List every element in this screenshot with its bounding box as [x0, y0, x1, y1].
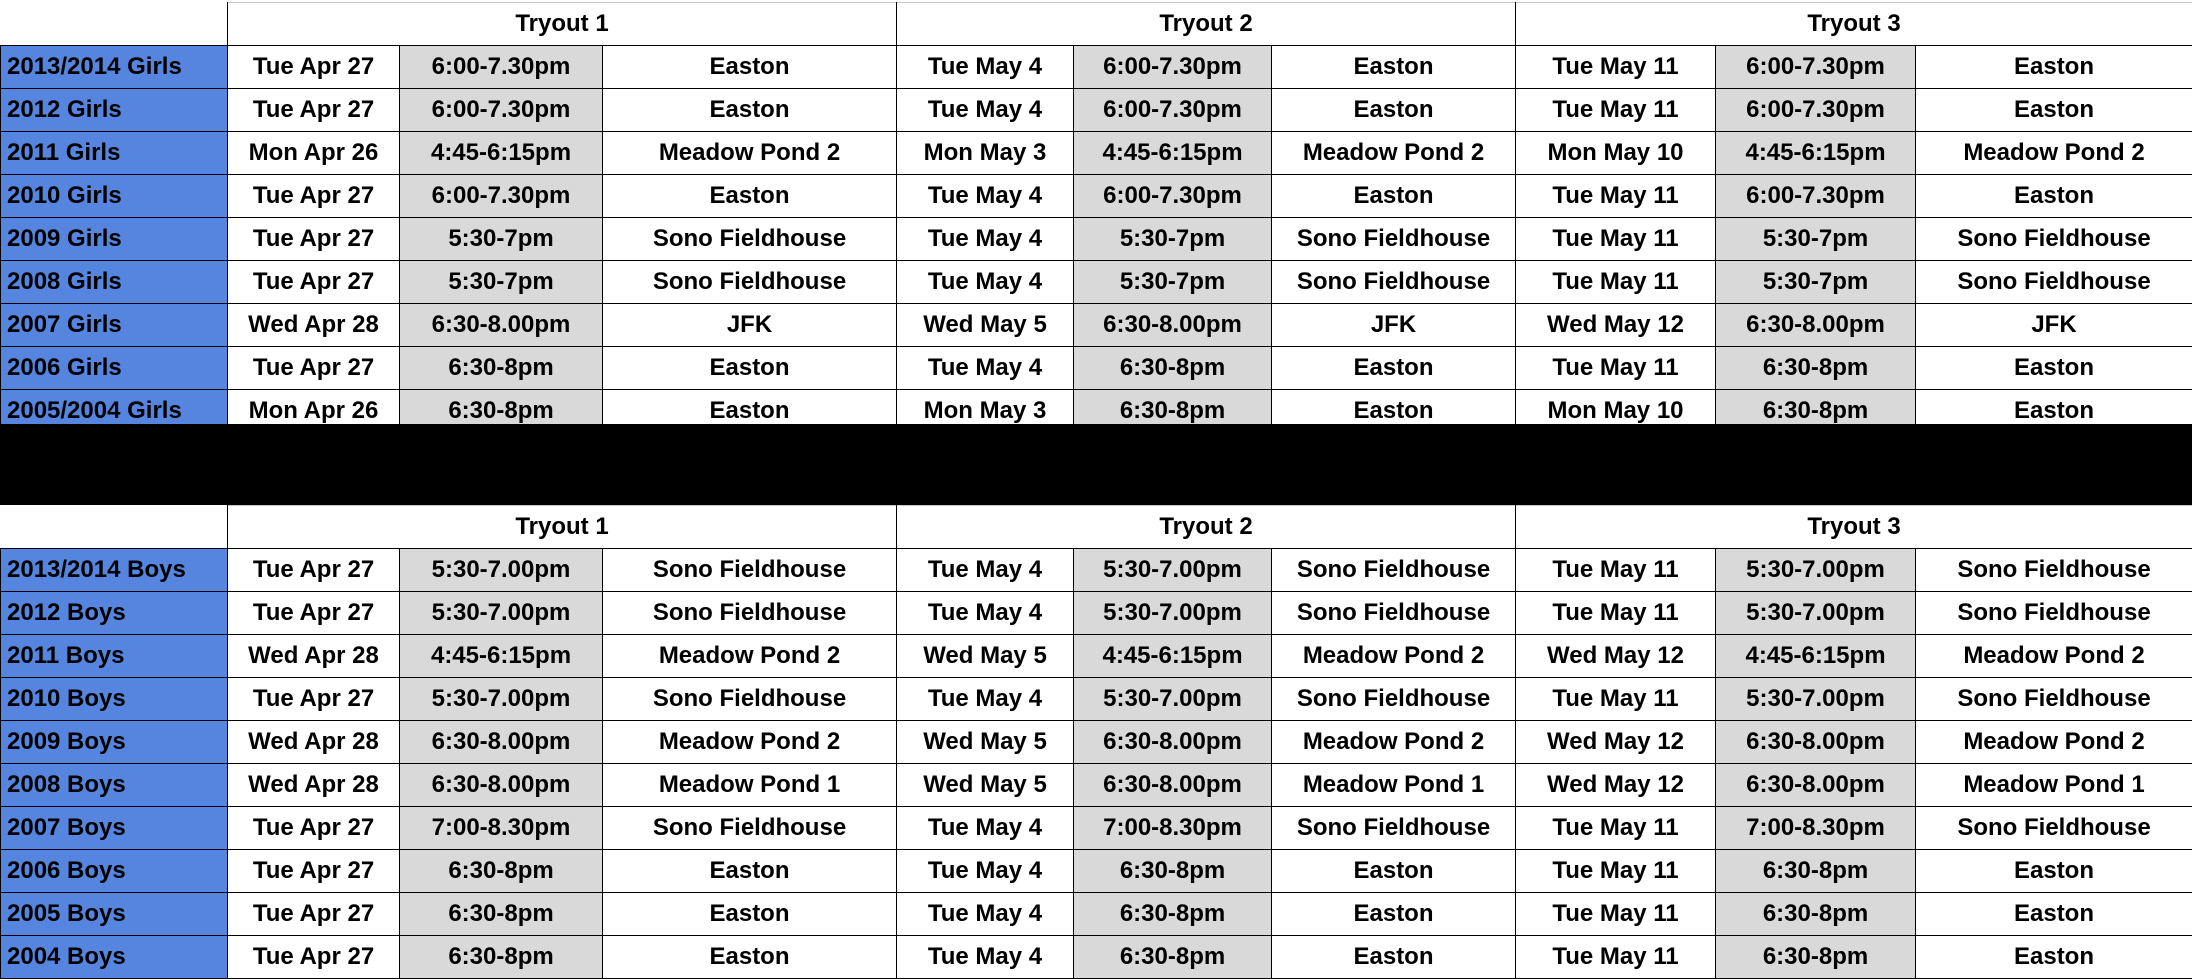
session-date: Tue May 4: [897, 936, 1074, 979]
session-location: JFK: [1272, 304, 1516, 347]
session-time: 6:00-7.30pm: [1716, 175, 1916, 218]
session-location: Meadow Pond 2: [603, 635, 897, 678]
session-date: Tue May 11: [1516, 261, 1716, 304]
boys-schedule-table: [0, 505, 2192, 979]
session-time: 5:30-7.00pm: [1716, 678, 1916, 721]
session-location: Sono Fieldhouse: [1916, 807, 2192, 850]
session-location: Sono Fieldhouse: [603, 549, 897, 592]
session-location: Meadow Pond 1: [603, 764, 897, 807]
age-group-label: 2005 Boys: [1, 893, 228, 936]
table-row: [1, 46, 2192, 89]
session-location: Sono Fieldhouse: [1272, 807, 1516, 850]
session-date: Tue May 4: [897, 218, 1074, 261]
session-location: Easton: [603, 850, 897, 893]
session-time: 6:00-7.30pm: [400, 175, 603, 218]
session-date: Tue Apr 27: [228, 347, 400, 390]
session-location: Sono Fieldhouse: [1916, 678, 2192, 721]
session-date: Tue May 11: [1516, 549, 1716, 592]
session-location: Sono Fieldhouse: [603, 261, 897, 304]
table-row: [1, 347, 2192, 390]
session-date: Tue May 11: [1516, 936, 1716, 979]
session-location: Meadow Pond 2: [1272, 132, 1516, 175]
session-time: 5:30-7.00pm: [400, 592, 603, 635]
session-location: Sono Fieldhouse: [1272, 549, 1516, 592]
session-location: Meadow Pond 2: [1916, 132, 2192, 175]
session-time: 6:00-7.30pm: [1716, 46, 1916, 89]
session-time: 7:00-8.30pm: [1716, 807, 1916, 850]
table-row: [1, 850, 2192, 893]
tryout-header: Tryout 1: [228, 3, 897, 46]
session-date: Mon Apr 26: [228, 390, 400, 433]
session-date: Wed May 12: [1516, 635, 1716, 678]
session-date: Tue Apr 27: [228, 592, 400, 635]
session-date: Tue Apr 27: [228, 89, 400, 132]
session-time: 4:45-6:15pm: [1716, 132, 1916, 175]
session-location: Easton: [603, 936, 897, 979]
session-date: Tue May 4: [897, 850, 1074, 893]
session-location: Meadow Pond 2: [1916, 635, 2192, 678]
tryout-header: Tryout 1: [228, 506, 897, 549]
session-time: 4:45-6:15pm: [1716, 635, 1916, 678]
session-date: Wed Apr 28: [228, 764, 400, 807]
session-location: Sono Fieldhouse: [603, 807, 897, 850]
tryout-header: Tryout 3: [1516, 3, 2192, 46]
session-time: 6:30-8.00pm: [1716, 764, 1916, 807]
table-row: [1, 807, 2192, 850]
age-group-label: 2009 Boys: [1, 721, 228, 764]
table-row: [1, 721, 2192, 764]
session-date: Tue May 4: [897, 592, 1074, 635]
session-time: 6:30-8pm: [1074, 347, 1272, 390]
session-date: Tue May 4: [897, 807, 1074, 850]
session-location: Easton: [603, 390, 897, 433]
session-location: Meadow Pond 1: [1916, 764, 2192, 807]
session-time: 6:30-8pm: [1074, 850, 1272, 893]
session-date: Tue May 11: [1516, 347, 1716, 390]
session-location: Easton: [1272, 893, 1516, 936]
session-time: 4:45-6:15pm: [400, 132, 603, 175]
session-time: 5:30-7pm: [1716, 218, 1916, 261]
session-time: 5:30-7pm: [1074, 218, 1272, 261]
session-time: 5:30-7.00pm: [1716, 549, 1916, 592]
age-group-label: 2010 Boys: [1, 678, 228, 721]
age-group-label: 2012 Boys: [1, 592, 228, 635]
session-time: 6:30-8.00pm: [1716, 721, 1916, 764]
session-time: 6:30-8pm: [1716, 893, 1916, 936]
session-date: Mon Apr 26: [228, 132, 400, 175]
session-date: Tue May 4: [897, 89, 1074, 132]
table-row: [1, 175, 2192, 218]
session-date: Tue May 11: [1516, 893, 1716, 936]
session-location: Meadow Pond 2: [1272, 635, 1516, 678]
session-date: Wed May 5: [897, 764, 1074, 807]
age-group-label: 2010 Girls: [1, 175, 228, 218]
session-date: Tue May 11: [1516, 46, 1716, 89]
session-date: Wed Apr 28: [228, 304, 400, 347]
session-location: Easton: [1916, 390, 2192, 433]
girls-schedule-table: [0, 2, 2192, 433]
session-date: Tue Apr 27: [228, 893, 400, 936]
age-group-label: 2011 Girls: [1, 132, 228, 175]
tryout-header-row: [1, 506, 2192, 549]
session-time: 6:30-8pm: [1716, 390, 1916, 433]
table-row: [1, 635, 2192, 678]
session-time: 6:30-8.00pm: [400, 721, 603, 764]
session-location: Meadow Pond 2: [1272, 721, 1516, 764]
session-time: 6:30-8pm: [1716, 347, 1916, 390]
session-location: Easton: [1916, 175, 2192, 218]
session-location: Easton: [1272, 850, 1516, 893]
session-location: Sono Fieldhouse: [1916, 261, 2192, 304]
session-time: 4:45-6:15pm: [1074, 132, 1272, 175]
session-time: 5:30-7.00pm: [1074, 549, 1272, 592]
session-date: Tue May 11: [1516, 678, 1716, 721]
session-location: Meadow Pond 2: [603, 132, 897, 175]
session-location: Sono Fieldhouse: [1272, 261, 1516, 304]
session-date: Mon May 10: [1516, 390, 1716, 433]
session-location: Easton: [1916, 347, 2192, 390]
session-time: 6:30-8.00pm: [1716, 304, 1916, 347]
table-row: [1, 89, 2192, 132]
tryout-header-row: [1, 3, 2192, 46]
session-time: 6:30-8pm: [400, 347, 603, 390]
table-row: [1, 893, 2192, 936]
session-time: 6:00-7.30pm: [400, 46, 603, 89]
session-location: JFK: [1916, 304, 2192, 347]
session-date: Wed May 12: [1516, 304, 1716, 347]
session-location: Sono Fieldhouse: [1916, 592, 2192, 635]
session-date: Tue May 11: [1516, 807, 1716, 850]
table-row: [1, 764, 2192, 807]
session-date: Tue May 4: [897, 678, 1074, 721]
session-time: 7:00-8.30pm: [1074, 807, 1272, 850]
section-divider-band: [0, 424, 2192, 505]
table-row: [1, 218, 2192, 261]
session-location: Easton: [1916, 89, 2192, 132]
session-location: Easton: [1916, 936, 2192, 979]
session-date: Mon May 3: [897, 132, 1074, 175]
session-time: 6:30-8pm: [400, 936, 603, 979]
age-group-label: 2009 Girls: [1, 218, 228, 261]
age-group-label: 2006 Boys: [1, 850, 228, 893]
session-date: Tue May 4: [897, 347, 1074, 390]
session-location: Easton: [1916, 46, 2192, 89]
session-date: Tue Apr 27: [228, 46, 400, 89]
session-location: Sono Fieldhouse: [1272, 678, 1516, 721]
session-location: Easton: [1272, 347, 1516, 390]
session-location: JFK: [603, 304, 897, 347]
age-group-label: 2005/2004 Girls: [1, 390, 228, 433]
session-location: Easton: [1916, 850, 2192, 893]
age-group-label: 2011 Boys: [1, 635, 228, 678]
tryout-header: Tryout 3: [1516, 506, 2192, 549]
session-time: 5:30-7.00pm: [1074, 678, 1272, 721]
session-date: Tue May 4: [897, 261, 1074, 304]
session-date: Tue Apr 27: [228, 218, 400, 261]
session-date: Wed May 5: [897, 721, 1074, 764]
session-time: 6:30-8pm: [1716, 850, 1916, 893]
session-location: Sono Fieldhouse: [603, 678, 897, 721]
session-date: Mon May 3: [897, 390, 1074, 433]
table-row: [1, 936, 2192, 979]
session-location: Sono Fieldhouse: [1272, 592, 1516, 635]
session-time: 6:00-7.30pm: [1074, 46, 1272, 89]
session-date: Tue Apr 27: [228, 850, 400, 893]
table-row: [1, 592, 2192, 635]
table-row: [1, 678, 2192, 721]
session-date: Tue Apr 27: [228, 936, 400, 979]
session-location: Sono Fieldhouse: [1916, 218, 2192, 261]
session-date: Tue May 11: [1516, 218, 1716, 261]
session-time: 5:30-7.00pm: [400, 678, 603, 721]
session-date: Tue May 11: [1516, 850, 1716, 893]
tryout-header: Tryout 2: [897, 506, 1516, 549]
session-date: Tue May 4: [897, 175, 1074, 218]
session-time: 6:30-8pm: [1074, 390, 1272, 433]
session-location: Easton: [1916, 893, 2192, 936]
session-date: Tue Apr 27: [228, 678, 400, 721]
session-time: 6:00-7.30pm: [1074, 89, 1272, 132]
session-date: Wed May 5: [897, 635, 1074, 678]
session-date: Tue May 11: [1516, 175, 1716, 218]
session-date: Wed May 12: [1516, 721, 1716, 764]
corner-blank-cell: [1, 3, 228, 46]
session-date: Wed May 5: [897, 304, 1074, 347]
session-date: Wed Apr 28: [228, 635, 400, 678]
session-time: 6:30-8.00pm: [400, 304, 603, 347]
table-row: [1, 261, 2192, 304]
session-time: 5:30-7pm: [400, 261, 603, 304]
session-time: 5:30-7.00pm: [1074, 592, 1272, 635]
session-location: Easton: [1272, 936, 1516, 979]
table-row: [1, 304, 2192, 347]
table-row: [1, 549, 2192, 592]
session-time: 6:30-8pm: [1716, 936, 1916, 979]
session-date: Tue May 11: [1516, 592, 1716, 635]
session-time: 6:30-8.00pm: [1074, 764, 1272, 807]
session-location: Meadow Pond 2: [603, 721, 897, 764]
session-date: Wed Apr 28: [228, 721, 400, 764]
session-time: 5:30-7pm: [1074, 261, 1272, 304]
session-location: Easton: [603, 89, 897, 132]
session-date: Tue May 4: [897, 46, 1074, 89]
age-group-label: 2008 Girls: [1, 261, 228, 304]
session-date: Tue Apr 27: [228, 261, 400, 304]
session-time: 6:30-8pm: [1074, 893, 1272, 936]
age-group-label: 2012 Girls: [1, 89, 228, 132]
age-group-label: 2007 Boys: [1, 807, 228, 850]
session-time: 6:30-8.00pm: [1074, 304, 1272, 347]
session-date: Tue May 11: [1516, 89, 1716, 132]
session-time: 5:30-7pm: [400, 218, 603, 261]
session-date: Tue Apr 27: [228, 549, 400, 592]
session-time: 4:45-6:15pm: [400, 635, 603, 678]
session-location: Easton: [1272, 89, 1516, 132]
session-time: 7:00-8.30pm: [400, 807, 603, 850]
session-date: Mon May 10: [1516, 132, 1716, 175]
session-time: 5:30-7.00pm: [1716, 592, 1916, 635]
session-location: Easton: [603, 347, 897, 390]
session-location: Meadow Pond 1: [1272, 764, 1516, 807]
session-location: Easton: [603, 175, 897, 218]
session-time: 6:00-7.30pm: [1074, 175, 1272, 218]
session-time: 6:00-7.30pm: [1716, 89, 1916, 132]
session-time: 6:00-7.30pm: [400, 89, 603, 132]
session-time: 6:30-8pm: [400, 850, 603, 893]
age-group-label: 2006 Girls: [1, 347, 228, 390]
session-location: Sono Fieldhouse: [603, 218, 897, 261]
session-location: Meadow Pond 2: [1916, 721, 2192, 764]
age-group-label: 2007 Girls: [1, 304, 228, 347]
session-location: Easton: [603, 893, 897, 936]
corner-blank-cell: [1, 506, 228, 549]
session-time: 4:45-6:15pm: [1074, 635, 1272, 678]
session-date: Wed May 12: [1516, 764, 1716, 807]
session-time: 6:30-8pm: [400, 390, 603, 433]
session-time: 5:30-7.00pm: [400, 549, 603, 592]
session-date: Tue Apr 27: [228, 807, 400, 850]
session-time: 6:30-8.00pm: [1074, 721, 1272, 764]
session-location: Easton: [1272, 390, 1516, 433]
session-time: 6:30-8pm: [1074, 936, 1272, 979]
age-group-label: 2013/2014 Boys: [1, 549, 228, 592]
session-location: Sono Fieldhouse: [1916, 549, 2192, 592]
session-time: 5:30-7pm: [1716, 261, 1916, 304]
tryout-header: Tryout 2: [897, 3, 1516, 46]
table-row: [1, 132, 2192, 175]
age-group-label: 2008 Boys: [1, 764, 228, 807]
age-group-label: 2004 Boys: [1, 936, 228, 979]
session-location: Sono Fieldhouse: [603, 592, 897, 635]
session-time: 6:30-8pm: [400, 893, 603, 936]
session-time: 6:30-8.00pm: [400, 764, 603, 807]
session-location: Easton: [1272, 46, 1516, 89]
session-date: Tue May 4: [897, 893, 1074, 936]
session-date: Tue Apr 27: [228, 175, 400, 218]
session-location: Easton: [1272, 175, 1516, 218]
session-location: Sono Fieldhouse: [1272, 218, 1516, 261]
age-group-label: 2013/2014 Girls: [1, 46, 228, 89]
session-date: Tue May 4: [897, 549, 1074, 592]
session-location: Easton: [603, 46, 897, 89]
